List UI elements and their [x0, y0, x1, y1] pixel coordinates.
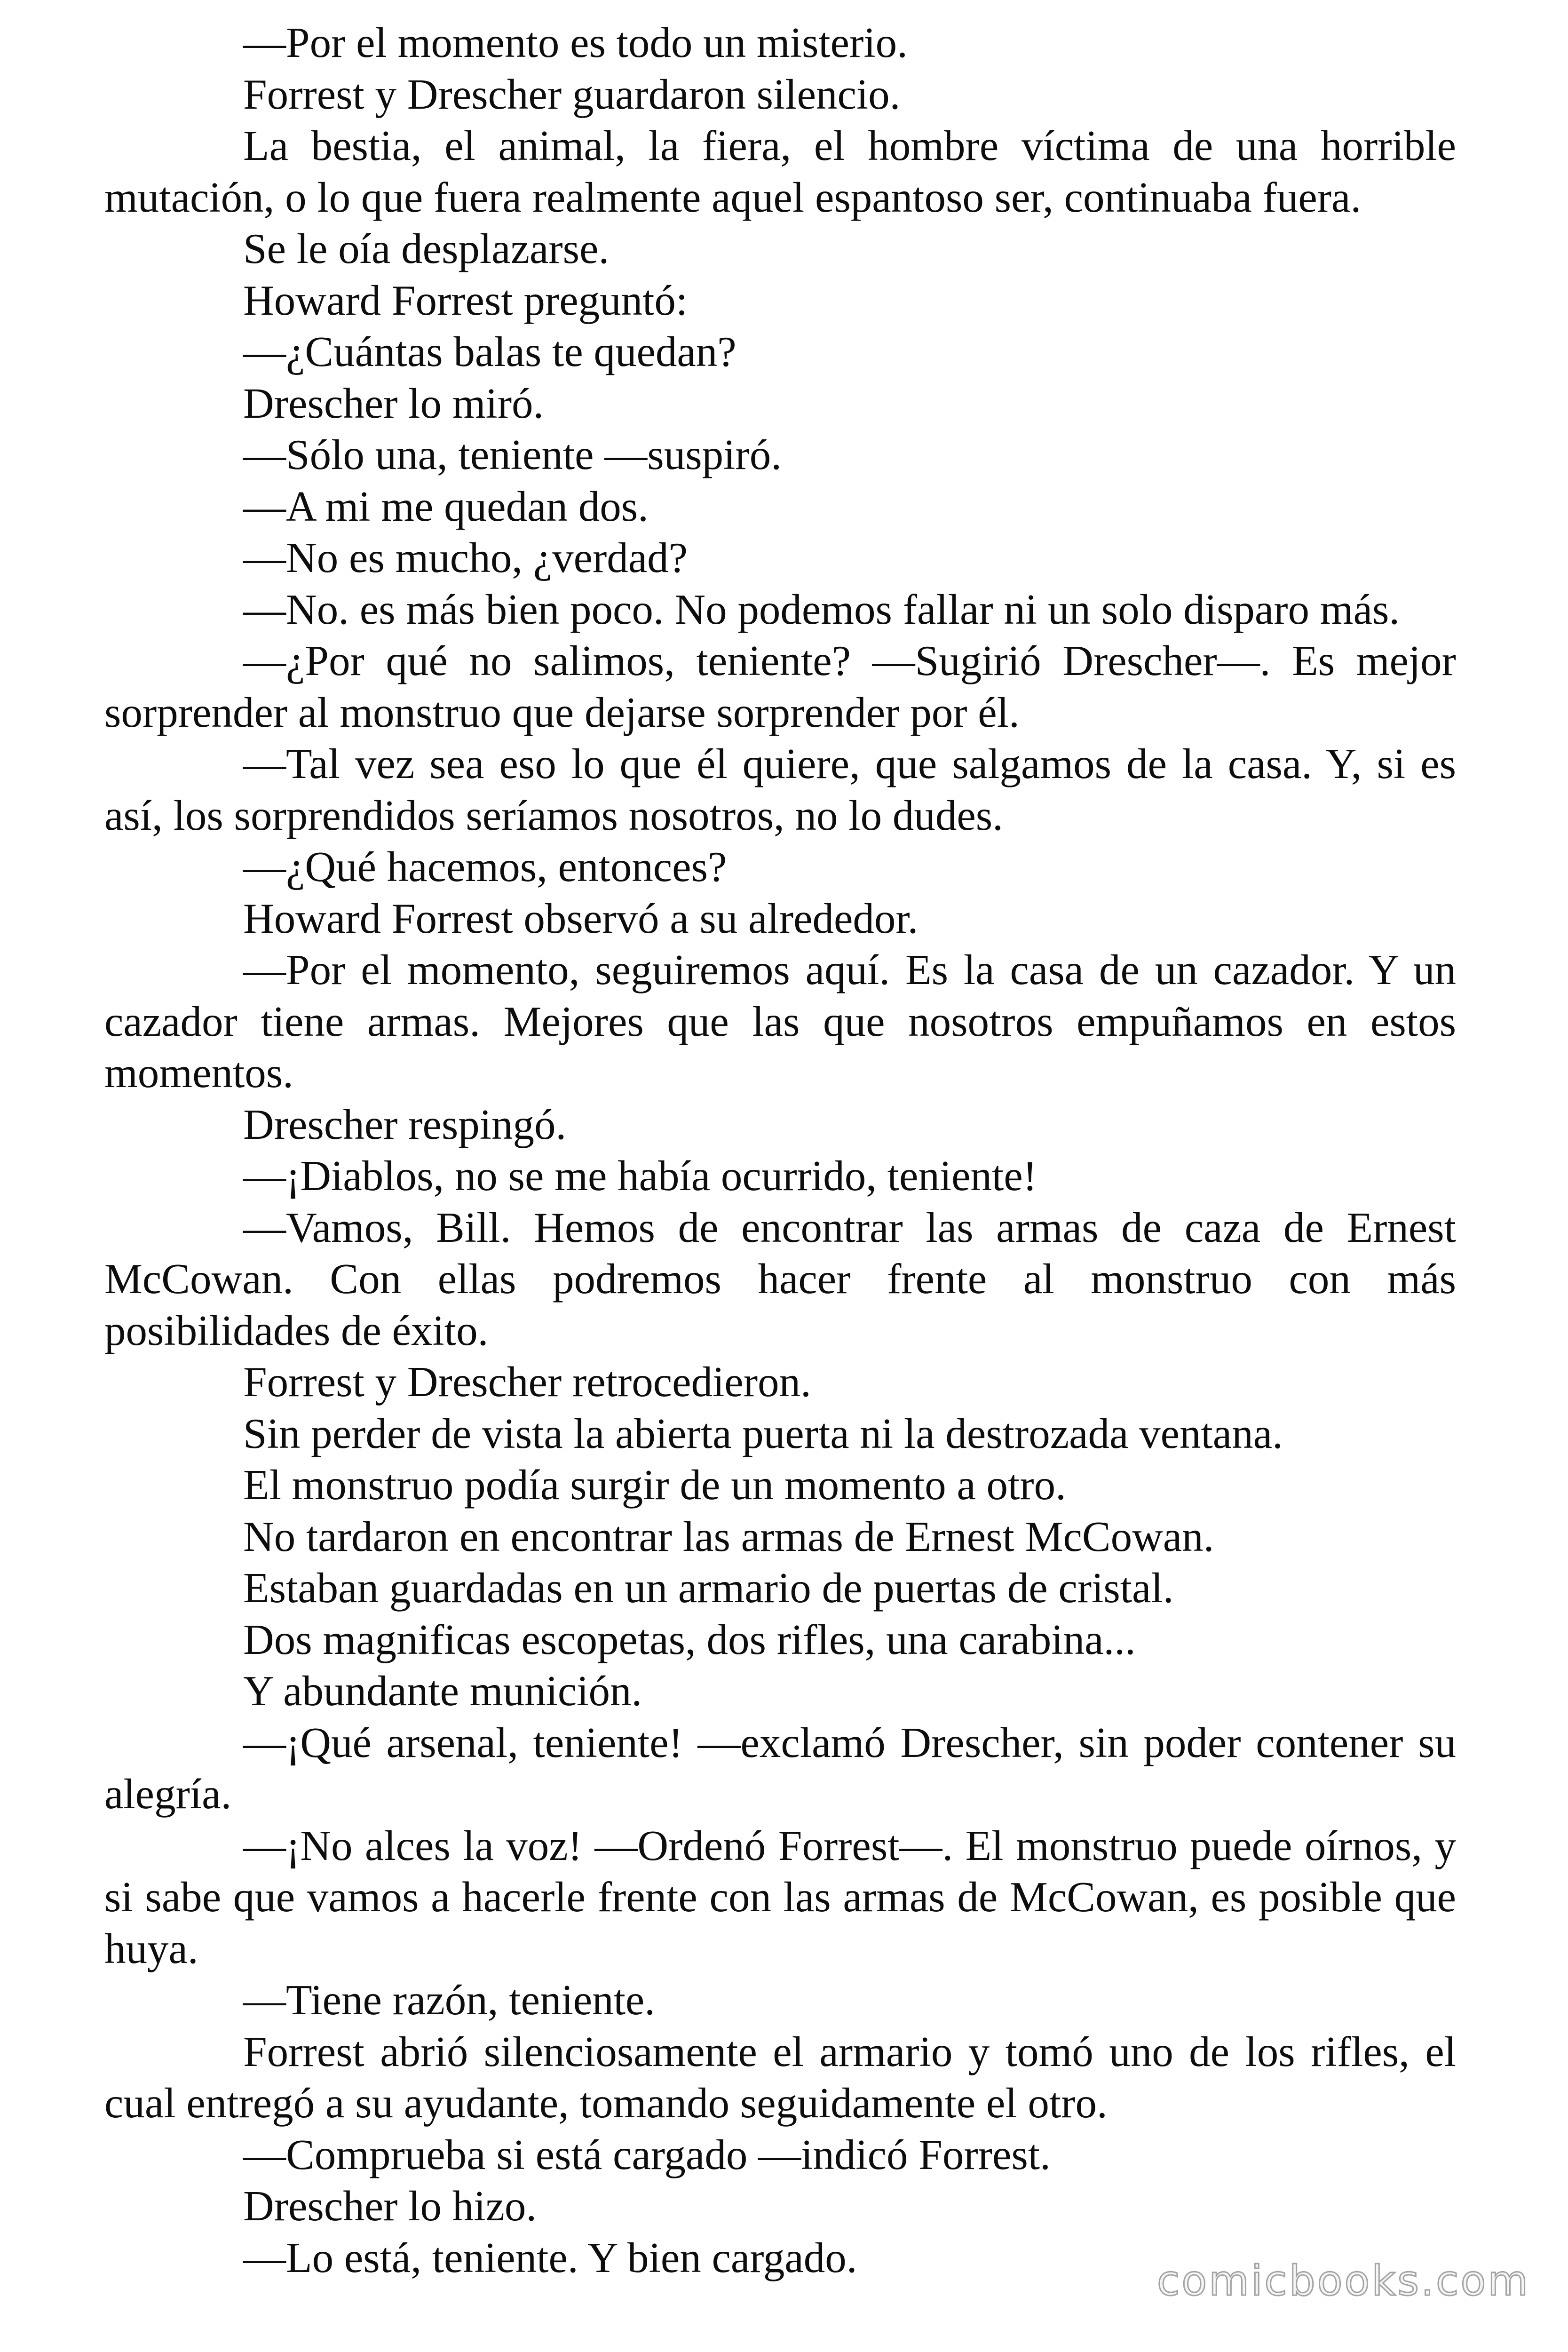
text-line: momentos. [104, 1049, 293, 1097]
text-line: cual entregó a su ayudante, tomando seguidamente el otro. [104, 2079, 1108, 2127]
text-line: —Lo está, teniente. Y bien cargado. [243, 2233, 857, 2281]
paragraph [104, 17, 1456, 69]
paragraph [104, 1974, 1456, 2026]
paragraph [104, 893, 1456, 945]
text-line: —¿Por qué no salimos, teniente? —Sugirió Drescher—. Es mejor [243, 637, 1456, 684]
paragraph [104, 223, 1456, 275]
paragraph [104, 2180, 1456, 2232]
text-line: Se le oía desplazarse. [243, 225, 610, 272]
text-line: El monstruo podía surgir de un momento a otro. [243, 1461, 1066, 1509]
text-line: —Vamos, Bill. Hemos de encontrar las armas de caza de Ernest [243, 1203, 1456, 1251]
paragraph [104, 1614, 1456, 1666]
paragraph [104, 635, 1456, 738]
page-text [104, 17, 1456, 2283]
text-line: —¿Qué hacemos, entonces? [243, 843, 727, 890]
text-line: McCowan. Con ellas podremos hacer frente al monstruo con más [104, 1255, 1456, 1303]
paragraph [104, 1099, 1456, 1151]
text-line: —¡Qué arsenal, teniente! —exclamó Drescher, sin poder contener su [243, 1718, 1456, 1766]
text-line: posibilidades de éxito. [104, 1306, 489, 1354]
text-line: Sin perder de vista la abierta puerta ni la destrozada ventana. [243, 1409, 1283, 1457]
paragraph [104, 481, 1456, 532]
paragraph [104, 1408, 1456, 1460]
text-line: —No. es más bien poco. No podemos fallar ni un solo disparo más. [243, 585, 1400, 633]
paragraph [104, 1665, 1456, 1717]
text-line: Drescher lo hizo. [243, 2182, 537, 2230]
paragraph [104, 69, 1456, 120]
text-line: —A mi me quedan dos. [243, 482, 649, 530]
paragraph [104, 326, 1456, 378]
text-line: —Por el momento, seguiremos aquí. Es la casa de un cazador. Y un [243, 946, 1456, 993]
paragraph [104, 1356, 1456, 1408]
paragraph [104, 1202, 1456, 1357]
text-line: cazador tiene armas. Mejores que las que nosotros empuñamos en estos [104, 997, 1456, 1045]
paragraph [104, 1820, 1456, 1975]
paragraph [104, 1511, 1456, 1563]
paragraph [104, 2026, 1456, 2129]
paragraph [104, 275, 1456, 326]
text-line: —Comprueba si está cargado —indicó Forrest. [243, 2130, 1051, 2178]
paragraph [104, 1562, 1456, 1614]
text-line: —Tal vez sea eso lo que él quiere, que salgamos de la casa. Y, si es [243, 740, 1456, 787]
paragraph [104, 120, 1456, 223]
text-line: Y abundante munición. [243, 1667, 642, 1715]
text-line: No tardaron en encontrar las armas de Ernest McCowan. [243, 1512, 1214, 1560]
paragraph [104, 841, 1456, 893]
paragraph [104, 944, 1456, 1099]
paragraph [104, 378, 1456, 429]
paragraph [104, 2129, 1456, 2181]
text-line: sorprender al monstruo que dejarse sorprender por él. [104, 688, 1020, 736]
paragraph [104, 584, 1456, 636]
text-line: Dos magnificas escopetas, dos rifles, una carabina... [243, 1615, 1136, 1663]
text-line: —¡No alces la voz! —Ordenó Forrest—. El monstruo puede oírnos, y [243, 1821, 1456, 1869]
text-line: —¿Cuántas balas te quedan? [243, 328, 736, 375]
text-line: Forrest y Drescher retrocedieron. [243, 1358, 811, 1406]
paragraph [104, 1150, 1456, 1202]
paragraph [104, 532, 1456, 584]
paragraph [104, 738, 1456, 841]
text-line: así, los sorprendidos seríamos nosotros, no lo dudes. [104, 791, 1003, 839]
text-line: Drescher lo miró. [243, 379, 544, 427]
text-line: mutación, o lo que fuera realmente aquel espantoso ser, continuaba fuera. [104, 173, 1362, 221]
text-line: Howard Forrest observó a su alrededor. [243, 894, 919, 942]
text-line: —Por el momento es todo un misterio. [243, 19, 908, 66]
text-line: alegría. [104, 1770, 232, 1818]
text-line: —Tiene razón, teniente. [243, 1976, 656, 2024]
text-line: huya. [104, 1924, 198, 1972]
text-line: La bestia, el animal, la fiera, el hombre víctima de una horrible [243, 122, 1456, 169]
paragraph [104, 1459, 1456, 1511]
text-line: —¡Diablos, no se me había ocurrido, teniente! [243, 1152, 1037, 1200]
text-line: si sabe que vamos a hacerle frente con las armas de McCowan, es posible que [104, 1873, 1456, 1921]
text-line: Forrest abrió silenciosamente el armario y tomó uno de los rifles, el [243, 2027, 1456, 2075]
text-line: Estaban guardadas en un armario de puertas de cristal. [243, 1564, 1174, 1612]
text-line: —Sólo una, teniente —suspiró. [243, 431, 782, 478]
paragraph [104, 429, 1456, 481]
watermark: comicbooks.com [1157, 2257, 1530, 2305]
text-line: —No es mucho, ¿verdad? [243, 534, 688, 581]
paragraph [104, 1717, 1456, 1820]
text-line: Drescher respingó. [243, 1100, 567, 1148]
text-line: Howard Forrest preguntó: [243, 276, 688, 324]
text-line: Forrest y Drescher guardaron silencio. [243, 70, 901, 118]
